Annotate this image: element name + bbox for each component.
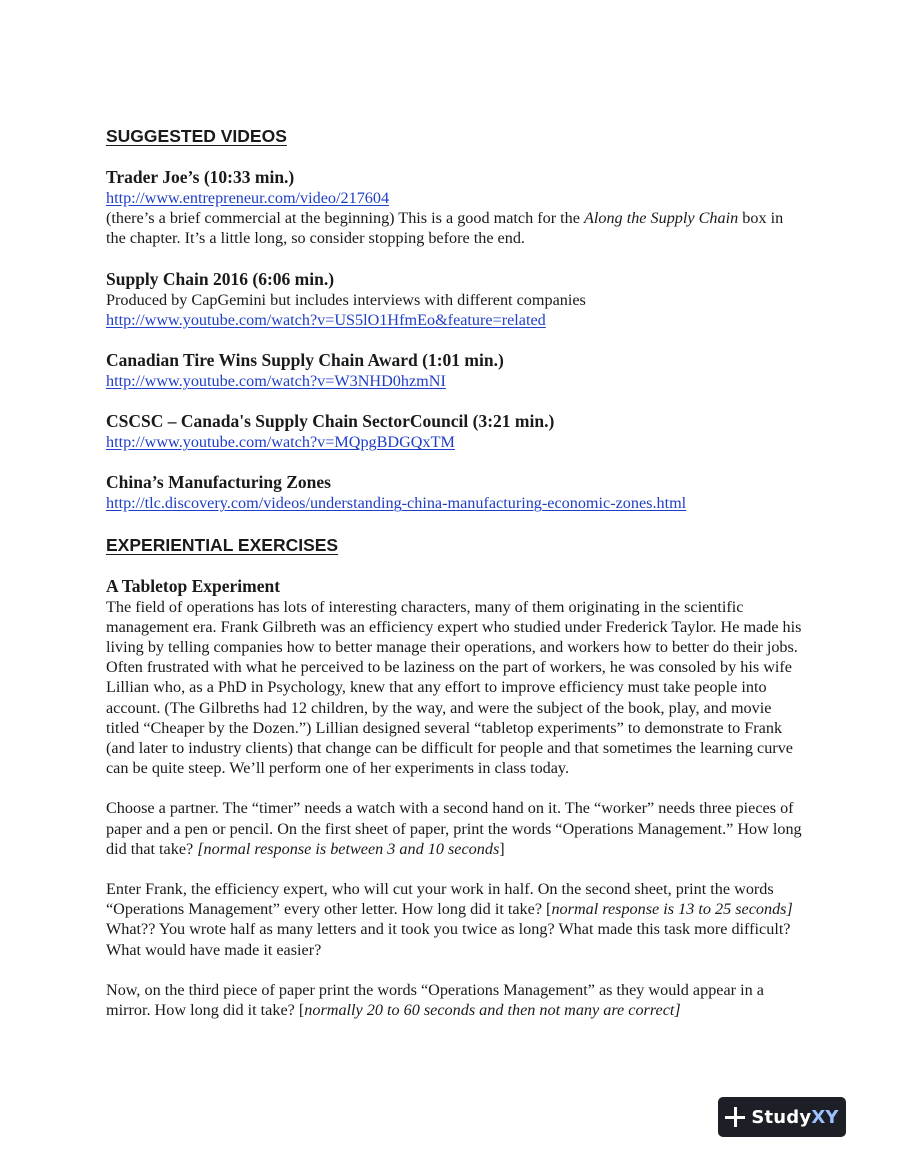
plus-icon xyxy=(725,1107,745,1127)
video-description: Produced by CapGemini but includes interviews with different companies xyxy=(106,290,586,309)
video-title: China’s Manufacturing Zones xyxy=(106,472,331,493)
video-title: Trader Joe’s (10:33 min.) xyxy=(106,167,295,187)
exercise-step-2: Enter Frank, the efficiency expert, who will cut your work in half. On the second sheet, print the words “Operations Management” every other letter. How long did it take? [normal response is 13 to 25 seconds] What?? You wrote half as many letters and it took you twice as long? What made this task more difficult? What would have made it easier? xyxy=(106,880,793,959)
video-title: Supply Chain 2016 (6:06 min.) xyxy=(106,268,335,289)
studyxy-logo xyxy=(718,1097,846,1137)
exercise-title: A Tabletop Experiment xyxy=(106,575,281,596)
video-item xyxy=(106,350,806,391)
video-link[interactable]: http://www.youtube.com/watch?v=W3NHD0hzmNI xyxy=(106,372,446,391)
document-page xyxy=(106,125,806,1020)
video-item xyxy=(106,269,806,330)
video-link[interactable]: http://www.youtube.com/watch?v=MQpgBDGQxTM xyxy=(106,433,455,452)
video-title: Canadian Tire Wins Supply Chain Award (1:01 min.) xyxy=(106,350,504,371)
experiential-exercises-heading: EXPERIENTIAL EXERCISES xyxy=(106,534,339,555)
logo-text: StudyXY xyxy=(751,1106,839,1128)
video-link[interactable]: http://www.youtube.com/watch?v=US5lO1HfmEo&feature=related xyxy=(106,310,546,329)
video-item xyxy=(106,472,806,513)
video-link[interactable]: http://tlc.discovery.com/videos/understanding-china-manufacturing-economic-zones.html xyxy=(106,494,687,513)
exercise-step-1: Choose a partner. The “timer” needs a watch with a second hand on it. The “worker” needs three pieces of paper and a pen or pencil. On the first sheet of paper, print the words “Operations Management.” How long did that take? [normal response is between 3 and 10 seconds] xyxy=(106,799,802,858)
video-title: CSCSC – Canada's Supply Chain SectorCouncil (3:21 min.) xyxy=(106,411,555,432)
video-item xyxy=(106,167,806,249)
video-link[interactable]: http://www.entrepreneur.com/video/217604 xyxy=(106,189,390,207)
video-note: (there’s a brief commercial at the beginning) This is a good match for the Along the Supply Chain box in the chapter. It’s a little long, so consider stopping before the end. xyxy=(106,209,784,248)
exercise-step-3: Now, on the third piece of paper print the words “Operations Management” as they would appear in a mirror. How long did it take? [normally 20 to 60 seconds and then not many are correct] xyxy=(106,980,764,1020)
suggested-videos-heading: SUGGESTED VIDEOS xyxy=(106,126,287,146)
video-item xyxy=(106,411,806,452)
exercise-intro: The field of operations has lots of interesting characters, many of them originating in the scientific management era. Frank Gilbreth was an efficiency expert who studied under Frederick Taylor. He made his living by telling companies how to better manage their operations, and workers how to better do their jobs. Often frustrated with what he perceived to be laziness on the part of workers, he was consoled by his wife Lillian who, as a PhD in Psychology, knew that any effort to improve efficiency must take people into account. (The Gilbreths had 12 children, by the way, and were the subject of the book, play, and movie titled “Cheaper by the Dozen.”) Lillian designed several “tabletop experiments” to demonstrate to Frank (and later to industry clients) that change can be difficult for people and that sometimes the learning curve can be quite steep. We’ll perform one of her experiments in class today. xyxy=(106,597,802,778)
